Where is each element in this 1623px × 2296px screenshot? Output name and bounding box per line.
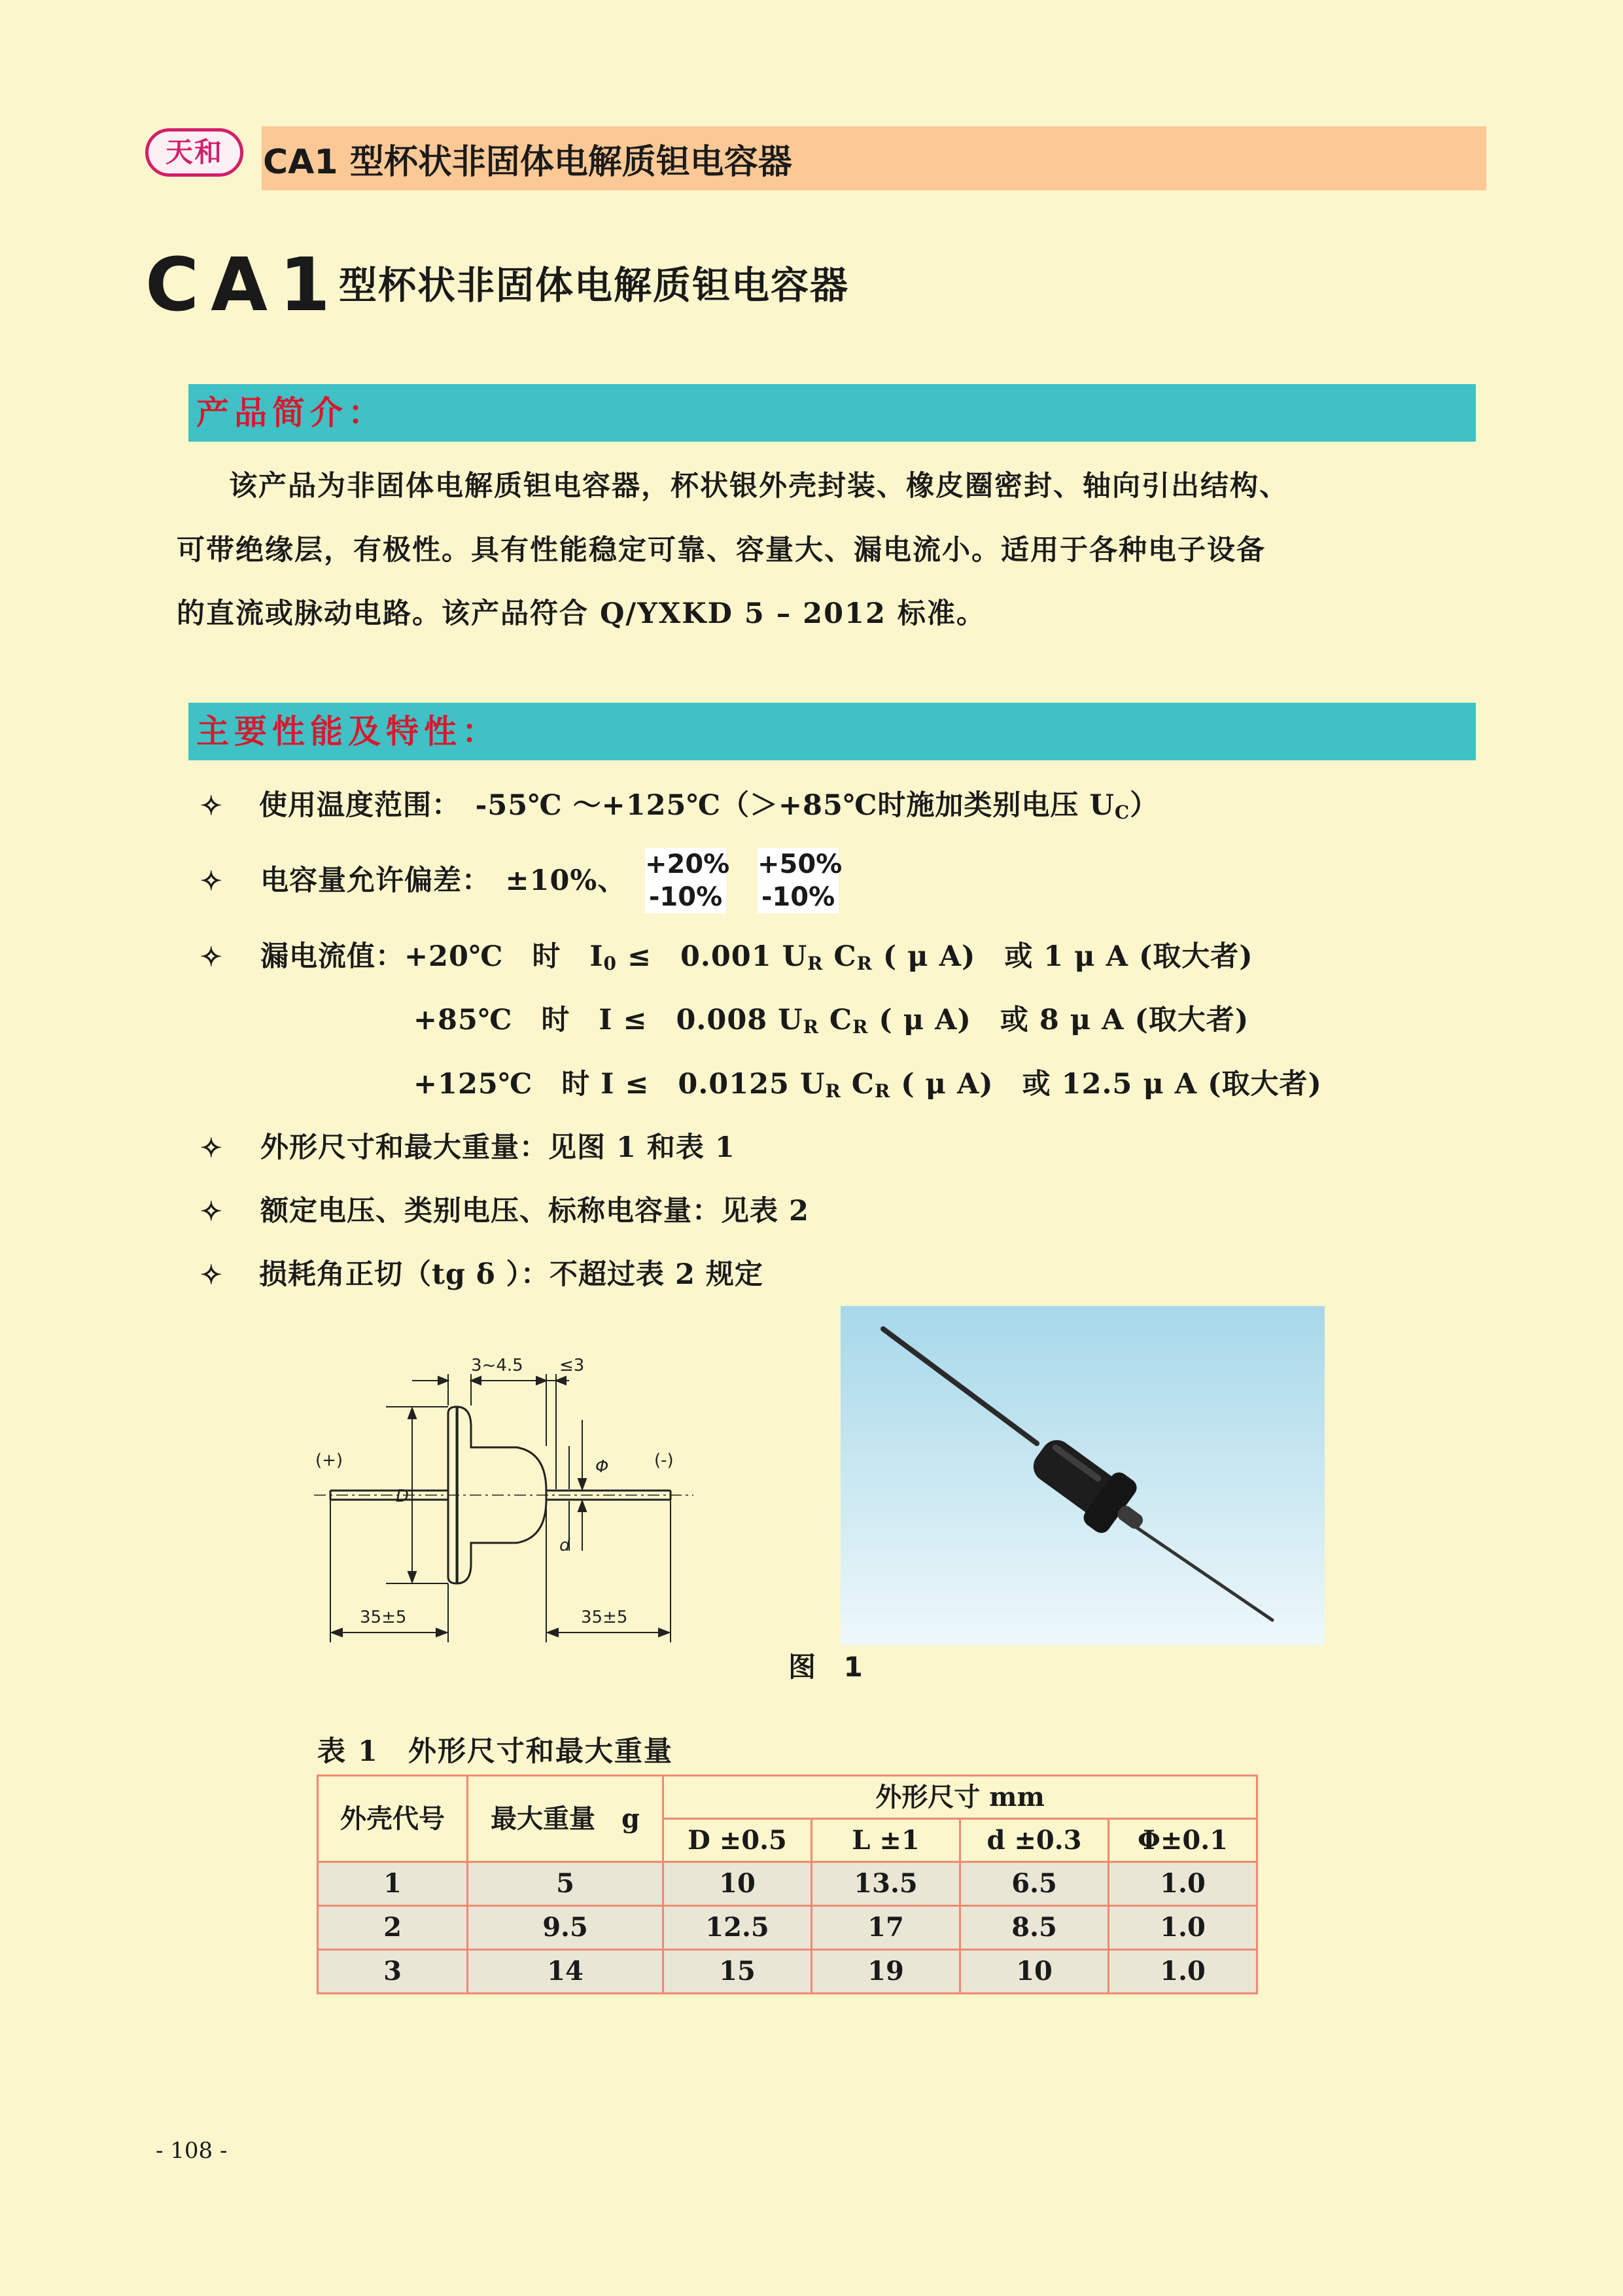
leakage-2-mid: C bbox=[818, 1004, 853, 1036]
intro-heading: 产品简介： bbox=[196, 393, 386, 432]
leakage-1-sub-cr: R bbox=[856, 953, 873, 974]
bullet-icon: ✧ bbox=[200, 790, 222, 821]
table-cell: 3 bbox=[318, 1950, 468, 1994]
table-header-row bbox=[318, 1776, 1257, 1819]
polarity-minus: (-) bbox=[654, 1451, 674, 1470]
col-d: d ±0.3 bbox=[960, 1819, 1109, 1862]
outline-spec: 外形尺寸和最大重量：见图 1 和表 1 bbox=[260, 1131, 735, 1164]
leakage-3-formula: ≤ 0.0125 U bbox=[614, 1068, 826, 1101]
col-dims: 外形尺寸 mm bbox=[663, 1776, 1257, 1819]
table-cell: 1.0 bbox=[1109, 1862, 1257, 1906]
leakage-1-sub-ur: R bbox=[807, 953, 824, 974]
leakage-3-sub-cr: R bbox=[874, 1080, 891, 1102]
table-cell: 17 bbox=[812, 1906, 960, 1950]
col-phi: Φ±0.1 bbox=[1109, 1819, 1257, 1862]
label-D: D bbox=[396, 1487, 410, 1506]
intro-line-3: 的直流或脉动电路。该产品符合 Q/YXKD 5 – 2012 标准。 bbox=[177, 597, 986, 630]
dimension-table bbox=[317, 1775, 1258, 1994]
table-cell: 13.5 bbox=[812, 1862, 960, 1906]
col-L: L ±1 bbox=[812, 1819, 960, 1862]
table-cell: 2 bbox=[318, 1906, 468, 1950]
tolerance-b bbox=[758, 848, 843, 913]
dimension-drawing bbox=[307, 1335, 713, 1649]
temp-range-text: 使用温度范围： -55℃ ～+125℃（＞+85℃时施加类别电压 U bbox=[259, 789, 1115, 822]
brand-logo: 天和 bbox=[145, 128, 243, 177]
table-cell: 10 bbox=[663, 1862, 812, 1906]
leakage-3-tail: ( μ A) 或 12.5 μ A (取大者) bbox=[890, 1068, 1322, 1101]
leakage-3-mid: C bbox=[841, 1068, 875, 1101]
lead-left-length: 35±5 bbox=[360, 1608, 407, 1627]
capacitor-photo-icon bbox=[841, 1306, 1325, 1645]
table-cell: 1.0 bbox=[1109, 1950, 1257, 1994]
leakage-1-cond-sub: 0 bbox=[603, 953, 617, 974]
bullet-icon: ✧ bbox=[200, 942, 222, 972]
table-cell: 9.5 bbox=[468, 1906, 663, 1950]
lead-right-length: 35±5 bbox=[581, 1608, 628, 1627]
leakage-line-2 bbox=[413, 1006, 1249, 1036]
col-case: 外壳代号 bbox=[318, 1776, 468, 1862]
features-heading: 主要性能及特性： bbox=[196, 712, 500, 751]
tolerance-a-top: +20% bbox=[645, 849, 730, 879]
leakage-1-tail: ( μ A) 或 1 μ A (取大者) bbox=[872, 940, 1253, 973]
bullet-icon: ✧ bbox=[200, 1196, 222, 1227]
leakage-1-mid: C bbox=[823, 940, 857, 973]
leakage-2-formula: ≤ 0.008 U bbox=[612, 1004, 803, 1036]
table-cell: 6.5 bbox=[960, 1862, 1109, 1906]
leakage-1-cond: +20℃ 时 I bbox=[404, 940, 604, 973]
bullet-icon: ✧ bbox=[200, 1133, 222, 1163]
leakage-2-sub-ur: R bbox=[803, 1016, 819, 1038]
table-row bbox=[318, 1950, 1257, 1994]
intro-line-2: 可带绝缘层，有极性。具有性能稳定可靠、容量大、漏电流小。适用于各种电子设备 bbox=[177, 534, 1266, 567]
polarity-plus: (+) bbox=[315, 1451, 343, 1470]
leakage-line-1 bbox=[260, 940, 1253, 974]
bullet-icon: ✧ bbox=[200, 866, 222, 896]
leakage-3-sub-ur: R bbox=[825, 1080, 841, 1102]
table-cell: 1.0 bbox=[1109, 1906, 1257, 1950]
tolerance-b-top: +50% bbox=[758, 849, 843, 879]
tolerance-a bbox=[645, 848, 730, 913]
bullet-icon: ✧ bbox=[200, 1260, 222, 1290]
leakage-2-cond: +85℃ 时 I bbox=[413, 1004, 613, 1036]
table-row bbox=[318, 1862, 1257, 1906]
rated-spec: 额定电压、类别电压、标称电容量：见表 2 bbox=[260, 1195, 809, 1227]
dim-flange: 3~4.5 bbox=[471, 1356, 523, 1375]
tolerance-label: 电容量允许偏差： ±10%、 bbox=[260, 864, 627, 897]
table-cell: 1 bbox=[318, 1862, 468, 1906]
table-cell: 12.5 bbox=[663, 1906, 812, 1950]
table-row bbox=[318, 1906, 1257, 1950]
temp-end: ） bbox=[1130, 789, 1159, 822]
tolerance-a-bottom: -10% bbox=[648, 882, 723, 912]
table-cell: 14 bbox=[468, 1950, 663, 1994]
leakage-3-cond: +125℃ 时 I bbox=[413, 1068, 615, 1101]
temp-range bbox=[259, 789, 1159, 823]
leakage-2-sub-cr: R bbox=[852, 1016, 869, 1038]
tolerance-b-bottom: -10% bbox=[761, 882, 835, 912]
figure-caption: 图 1 bbox=[788, 1651, 872, 1683]
page-number: - 108 - bbox=[156, 2138, 228, 2164]
col-weight: 最大重量 g bbox=[468, 1776, 663, 1862]
table-cell: 15 bbox=[663, 1950, 812, 1994]
product-photo bbox=[841, 1306, 1325, 1645]
leakage-line-3 bbox=[413, 1070, 1322, 1101]
temp-sub: C bbox=[1114, 802, 1130, 823]
product-code: CA1 bbox=[145, 243, 342, 328]
intro-line-1: 该产品为非固体电解质钽电容器，杯状银外壳封装、橡皮圈密封、轴向引出结构、 bbox=[229, 470, 1289, 503]
header-title: CA1 型杯状非固体电解质钽电容器 bbox=[263, 143, 792, 182]
leakage-2-tail: ( μ A) 或 8 μ A (取大者) bbox=[868, 1004, 1249, 1036]
dim-neck: ≤3 bbox=[559, 1356, 585, 1375]
product-name: 型杯状非固体电解质钽电容器 bbox=[339, 263, 850, 308]
table-caption: 表 1 外形尺寸和最大重量 bbox=[317, 1735, 673, 1768]
label-phi: Φ bbox=[595, 1457, 609, 1477]
table-cell: 10 bbox=[960, 1950, 1109, 1994]
leakage-label: 漏电流值： bbox=[260, 940, 404, 973]
table-cell: 5 bbox=[468, 1862, 663, 1906]
leakage-1-formula: ≤ 0.001 U bbox=[617, 940, 808, 973]
table-cell: 19 bbox=[812, 1950, 960, 1994]
col-D: D ±0.5 bbox=[663, 1819, 812, 1862]
label-d: d bbox=[559, 1536, 570, 1555]
loss-spec: 损耗角正切（tg δ ）：不超过表 2 规定 bbox=[259, 1258, 763, 1291]
table-cell: 8.5 bbox=[960, 1906, 1109, 1950]
